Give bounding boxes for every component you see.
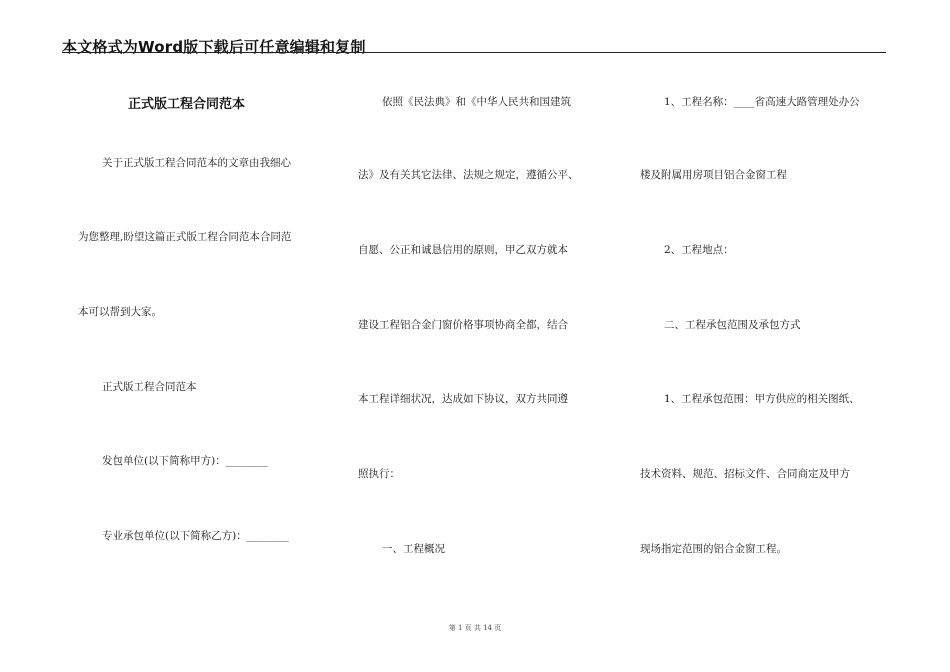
col1-line-5: 发包单位(以下简称甲方)：________ — [102, 455, 268, 467]
col3-line-4: 二、工程承包范围及承包方式 — [664, 319, 801, 331]
download-banner: 本文格式为Word版下载后可任意编辑和复制 — [62, 38, 366, 56]
col2-line-3: 自愿、公正和诚恳信用的原则，甲乙双方就本 — [358, 244, 568, 256]
col1-line-1: 关于正式版工程合同范本的文章由我细心 — [102, 157, 291, 169]
page-number: 第 1 页 共 14 页 — [448, 624, 502, 632]
col2-line-2: 法》及有关其它法律、法规之规定，遵循公平、 — [358, 169, 579, 181]
col1-line-3: 本可以帮到大家。 — [78, 306, 162, 318]
col1-line-6: 专业承包单位(以下简称乙方)：________ — [102, 530, 289, 542]
col3-line-5: 1、工程承包范围：甲方供应的相关图纸、 — [664, 393, 860, 405]
col3-line-6: 技术资料、规范、招标文件、合同商定及甲方 — [640, 468, 850, 480]
header-divider — [62, 52, 886, 53]
col3-line-1: 1、工程名称：____省高速大路管理处办公 — [664, 96, 860, 108]
col2-line-4: 建设工程铝合金门窗价格事项协商全都，结合 — [358, 319, 568, 331]
col1-line-2: 为您整理,盼望这篇正式版工程合同范本合同范 — [78, 231, 292, 243]
col3-line-7: 现场指定范围的铝合金窗工程。 — [640, 543, 787, 555]
col1-line-4: 正式版工程合同范本 — [102, 381, 197, 393]
document-title: 正式版工程合同范本 — [128, 97, 246, 112]
col2-line-5: 本工程详细状况，达成如下协议，双方共同遵 — [358, 393, 568, 405]
col3-line-3: 2、工程地点： — [664, 244, 734, 256]
col2-line-7: 一、工程概况 — [382, 543, 445, 555]
col2-line-6: 照执行： — [358, 468, 400, 480]
col3-line-2: 楼及附属用房项目铝合金窗工程 — [640, 169, 787, 181]
col2-line-1: 依照《民法典》和《中华人民共和国建筑 — [382, 96, 571, 108]
